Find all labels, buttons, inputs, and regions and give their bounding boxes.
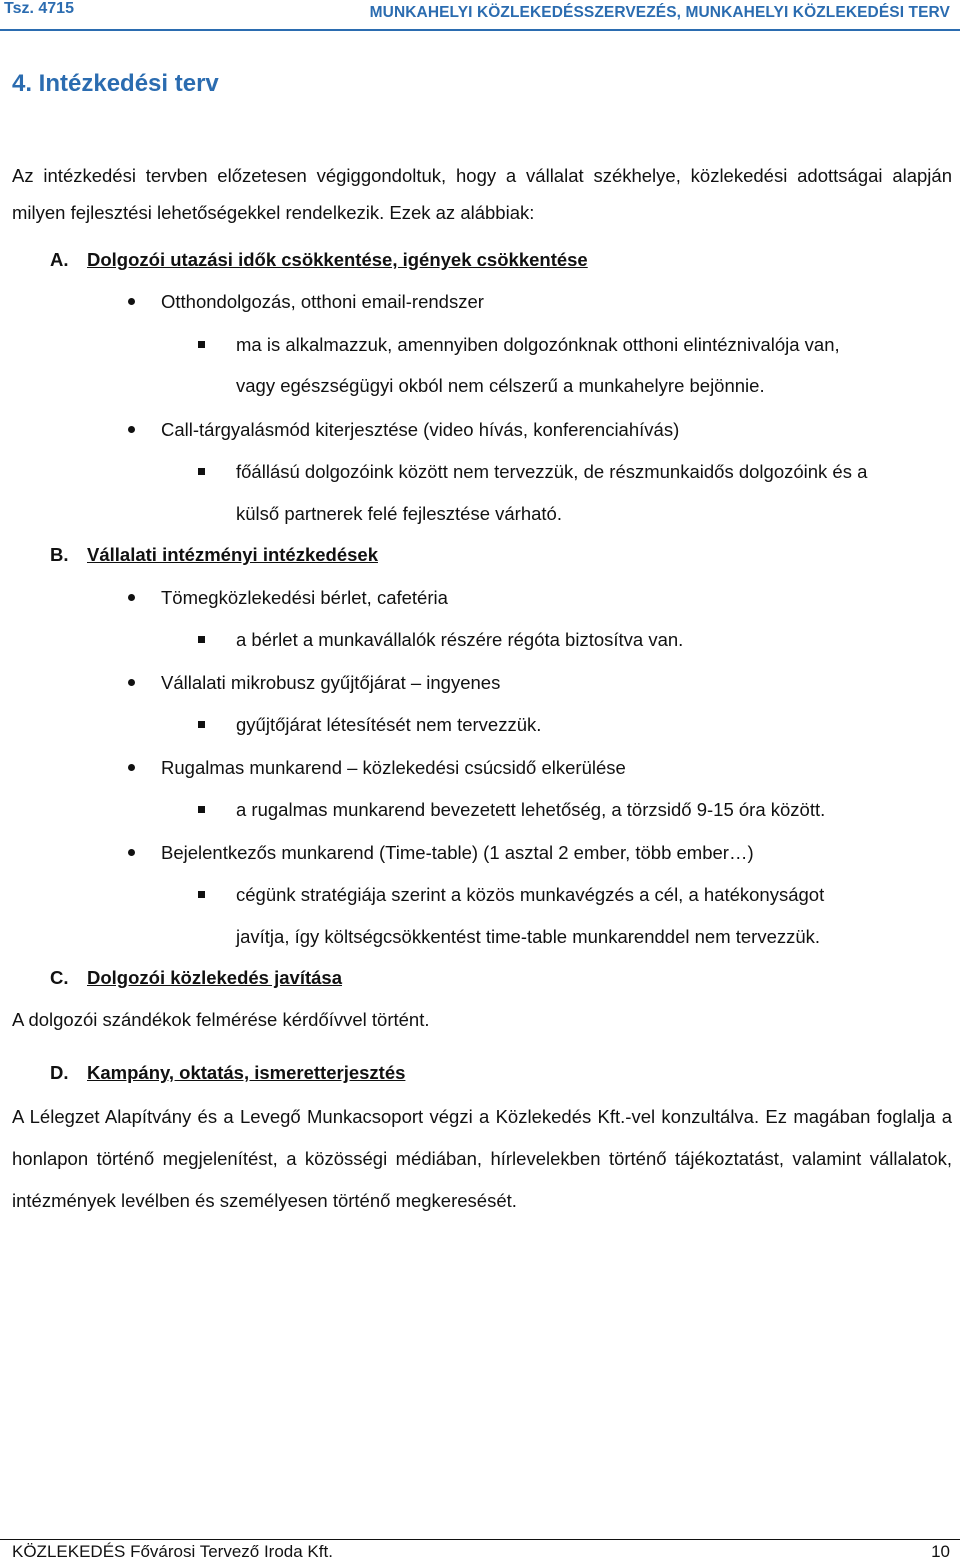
square-bullet-icon: [198, 806, 205, 813]
list-item-label: Rugalmas munkarend – közlekedési csúcsidő elkerülése: [161, 757, 626, 778]
bullet-icon: [128, 764, 135, 771]
intro-paragraph: Az intézkedési tervben előzetesen végiggondoltuk, hogy a vállalat székhelye, közlekedési adottságai alapján milyen fejlesztési lehetőségekkel rendelkezik. Ezek az alábbiak:: [12, 165, 952, 223]
section-heading: 4. Intézkedési terv: [12, 70, 219, 97]
sub-item-text: vagy egészségügyi okból nem célszerű a munkahelyre bejönnie.: [236, 375, 765, 396]
sub-item-text: a rugalmas munkarend bevezetett lehetőség, a törzsidő 9-15 óra között.: [236, 799, 826, 820]
section-c-text: A dolgozói szándékok felmérése kérdőívvel történt.: [12, 1009, 430, 1030]
bullet-icon: [128, 849, 135, 856]
header-divider: [0, 29, 960, 31]
sub-item-text: javítja, így költségcsökkentést time-table munkarenddel nem tervezzük.: [236, 926, 821, 947]
list-item-label: Bejelentkezős munkarend (Time-table) (1 asztal 2 ember, több ember…): [161, 842, 754, 863]
bullet-icon: [128, 679, 135, 686]
section-a-title: Dolgozói utazási idők csökkentése, igények csökkentése: [87, 249, 588, 270]
document-number: Tsz. 4715: [4, 0, 74, 17]
square-bullet-icon: [198, 721, 205, 728]
list-item-label: Vállalati mikrobusz gyűjtőjárat – ingyenes: [161, 672, 501, 693]
square-bullet-icon: [198, 468, 205, 475]
bullet-icon: [128, 298, 135, 305]
list-item-label: Tömegközlekedési bérlet, cafetéria: [161, 587, 448, 608]
square-bullet-icon: [198, 636, 205, 643]
sub-item-text: ma is alkalmazzuk, amennyiben dolgozónknak otthoni elintéznivalója van,: [236, 334, 840, 355]
sub-item-text: főállású dolgozóink között nem tervezzük, de részmunkaidős dolgozóink és a: [236, 461, 868, 482]
bullet-icon: [128, 426, 135, 433]
square-bullet-icon: [198, 341, 205, 348]
page-header: [0, 0, 960, 30]
sub-item-text: gyűjtőjárat létesítését nem tervezzük.: [236, 714, 542, 735]
section-c-letter: C.: [50, 967, 69, 988]
section-a-letter: A.: [50, 249, 69, 270]
sub-item-text: a bérlet a munkavállalók részére régóta biztosítva van.: [236, 629, 684, 650]
section-d-title: Kampány, oktatás, ismeretterjesztés: [87, 1062, 406, 1083]
bullet-icon: [128, 594, 135, 601]
square-bullet-icon: [198, 891, 205, 898]
page-number: 10: [931, 1542, 950, 1561]
sub-item-text: külső partnerek felé fejlesztése várható.: [236, 503, 562, 524]
list-item-label: Otthondolgozás, otthoni email-rendszer: [161, 291, 484, 312]
section-b-title: Vállalati intézményi intézkedések: [87, 544, 378, 565]
footer-company: KÖZLEKEDÉS Fővárosi Tervező Iroda Kft.: [12, 1542, 333, 1561]
section-c-title: Dolgozói közlekedés javítása: [87, 967, 342, 988]
sub-item-text: cégünk stratégiája szerint a közös munkavégzés a cél, a hatékonyságot: [236, 884, 825, 905]
footer-divider: [0, 1539, 960, 1540]
section-d-letter: D.: [50, 1062, 69, 1083]
section-d-paragraph: A Lélegzet Alapítvány és a Levegő Munkacsoport végzi a Közlekedés Kft.-vel konzultálva. Ez magában foglalja a honlapon történő megjelenítést, a közösségi médiában, hírlevelekben történő tájékoztatást, valamint vállalatok, intézmények levélben és személyesen történő megkeresését.: [12, 1106, 952, 1211]
list-item-label: Call-tárgyalásmód kiterjesztése (video hívás, konferenciahívás): [161, 419, 680, 440]
section-b-letter: B.: [50, 544, 69, 565]
document-title: MUNKAHELYI KÖZLEKEDÉSSZERVEZÉS, MUNKAHELYI KÖZLEKEDÉSI TERV: [369, 4, 950, 21]
